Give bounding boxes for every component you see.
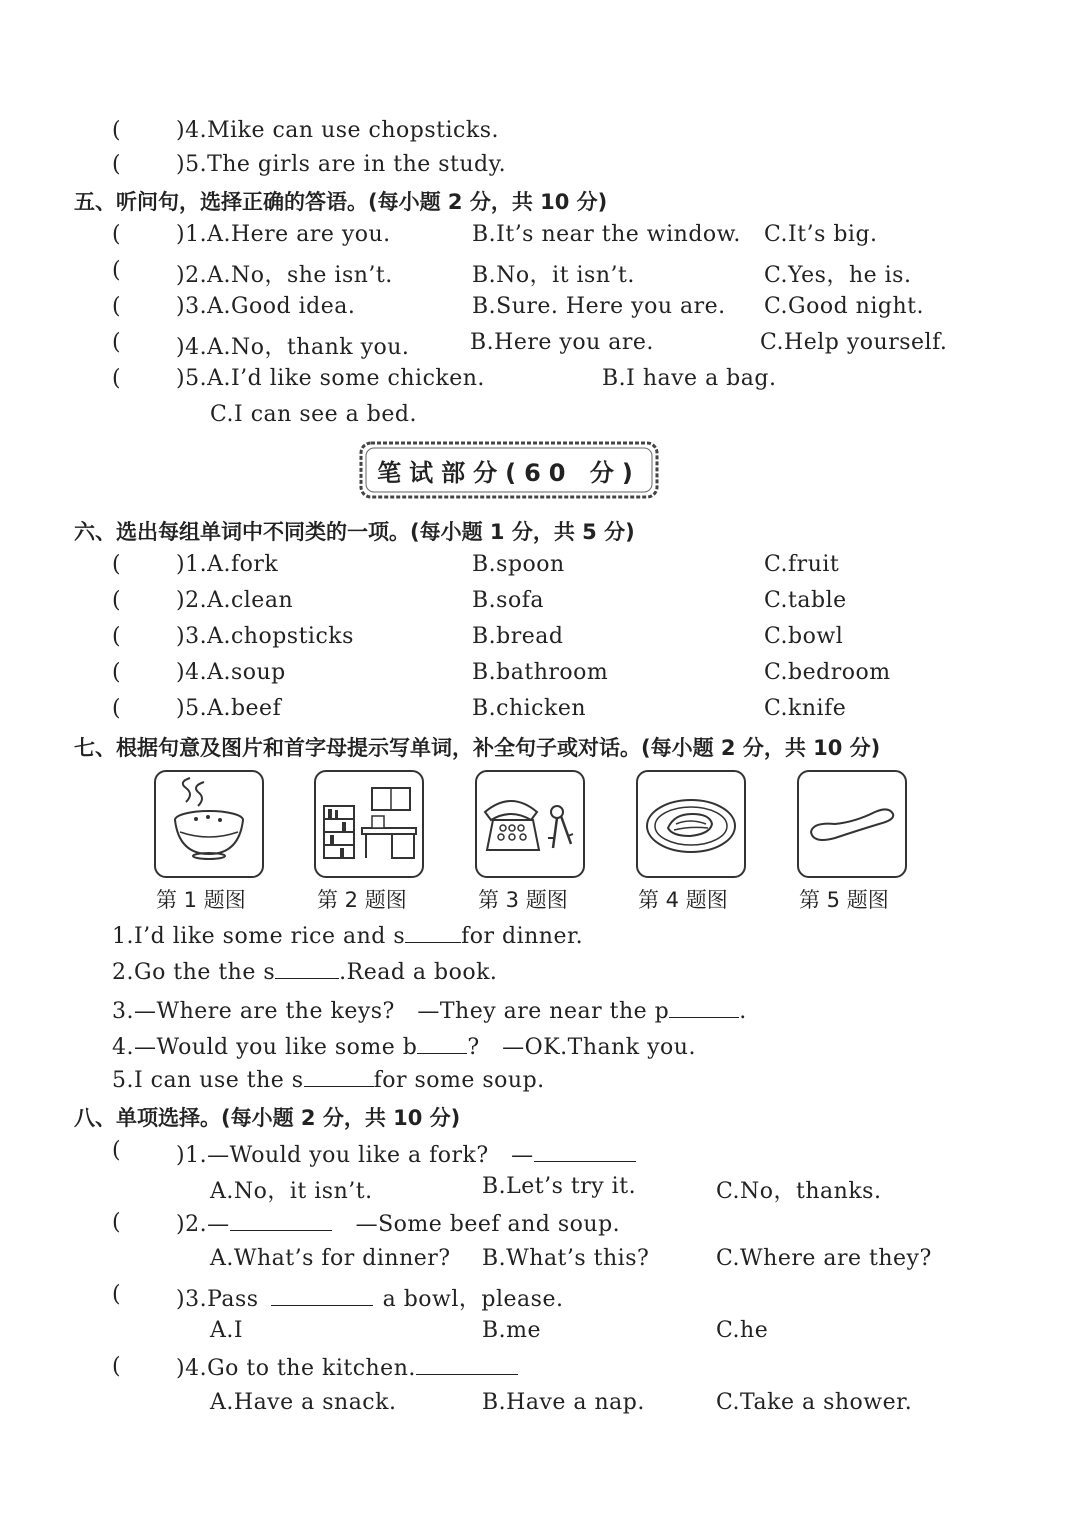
soup-bowl-icon bbox=[156, 772, 262, 876]
option-b: B.bread bbox=[472, 624, 564, 649]
option-a: A.Have a snack. bbox=[210, 1390, 397, 1415]
answer-paren[interactable]: ( bbox=[112, 552, 121, 577]
option-c: C.Good night. bbox=[764, 294, 924, 319]
option-a: A.What’s for dinner? bbox=[210, 1246, 451, 1271]
answer-paren[interactable]: ( bbox=[112, 366, 121, 391]
beef-plate-icon bbox=[638, 772, 744, 876]
fill-sentence-4 bbox=[112, 1030, 696, 1061]
answer-paren[interactable]: ( bbox=[112, 152, 121, 177]
option-c: C.It’s big. bbox=[764, 222, 878, 247]
answer-blank[interactable] bbox=[271, 1285, 373, 1306]
stem-text: )2.— bbox=[176, 1212, 230, 1237]
answer-paren[interactable]: ( bbox=[112, 1210, 121, 1235]
fill-sentence-2 bbox=[112, 958, 497, 985]
beef-plate-picture bbox=[636, 770, 746, 878]
answer-paren[interactable]: ( bbox=[112, 258, 121, 283]
sentence-text: for some soup. bbox=[373, 1068, 545, 1093]
listening-statement-4: )4.Mike can use chopsticks. bbox=[176, 118, 499, 143]
answer-paren[interactable]: ( bbox=[112, 330, 121, 355]
picture-caption: 第 2 题图 bbox=[317, 888, 407, 912]
picture-caption: 第 4 题图 bbox=[638, 888, 728, 912]
sentence-text: . bbox=[739, 999, 747, 1024]
sentence-text: 4.—Would you like some b bbox=[112, 1035, 418, 1060]
written-test-banner bbox=[358, 440, 660, 500]
section-7-heading: 七、根据句意及图片和首字母提示写单词，补全句子或对话。(每小题 2 分，共 10 分) bbox=[74, 736, 881, 760]
question-3-stem bbox=[176, 1282, 563, 1313]
question-1-stem bbox=[176, 1138, 636, 1169]
listening-statement-5: )5.The girls are in the study. bbox=[176, 152, 507, 177]
stem-text: )4.Go to the kitchen. bbox=[176, 1356, 416, 1381]
option-b: B.Here you are. bbox=[470, 330, 654, 355]
answer-paren[interactable]: ( bbox=[112, 1282, 121, 1307]
option-a: A.I bbox=[210, 1318, 244, 1343]
option-a: )3.A.Good idea. bbox=[176, 294, 356, 319]
option-a: )1.A.Here are you. bbox=[176, 222, 391, 247]
sentence-text: for dinner. bbox=[461, 924, 584, 949]
answer-blank[interactable] bbox=[416, 1354, 518, 1375]
stem-text: )3.Pass bbox=[176, 1287, 259, 1312]
option-c: C.knife bbox=[764, 696, 847, 721]
option-a: )2.A.No，she isn’t. bbox=[176, 263, 393, 288]
answer-blank[interactable] bbox=[230, 1210, 332, 1231]
option-a: )2.A.clean bbox=[176, 588, 294, 613]
stem-text: )1.—Would you like a fork? — bbox=[176, 1143, 534, 1168]
answer-paren[interactable]: ( bbox=[112, 1354, 121, 1379]
option-b: B.It’s near the window. bbox=[472, 222, 741, 247]
section-8-heading: 八、单项选择。(每小题 2 分，共 10 分) bbox=[74, 1106, 461, 1130]
option-b: B.Have a nap. bbox=[482, 1390, 645, 1415]
spoon-icon bbox=[799, 772, 905, 876]
fill-sentence-5 bbox=[112, 1066, 545, 1093]
picture-caption: 第 3 题图 bbox=[478, 888, 568, 912]
answer-paren[interactable]: ( bbox=[112, 588, 121, 613]
option-c: C.Take a shower. bbox=[716, 1390, 913, 1415]
option-c: C.Yes，he is. bbox=[764, 263, 912, 288]
sentence-text: 5.I can use the s bbox=[112, 1068, 304, 1093]
option-b: B.spoon bbox=[472, 552, 565, 577]
telephone-icon bbox=[477, 772, 583, 876]
answer-paren[interactable]: ( bbox=[112, 222, 121, 247]
option-b: B.bathroom bbox=[472, 660, 609, 685]
picture-caption: 第 1 题图 bbox=[156, 888, 246, 912]
answer-blank[interactable] bbox=[405, 922, 461, 943]
fill-sentence-1 bbox=[112, 922, 583, 949]
option-b: B.sofa bbox=[472, 588, 544, 613]
option-b: B.chicken bbox=[472, 696, 587, 721]
sentence-text: 1.I’d like some rice and s bbox=[112, 924, 406, 949]
option-a: )5.A.beef bbox=[176, 696, 282, 721]
answer-paren[interactable]: ( bbox=[112, 624, 121, 649]
option-a: )5.A.I’d like some chicken. bbox=[176, 366, 485, 391]
sentence-text: .Read a book. bbox=[339, 960, 498, 985]
sentence-text: ? —OK.Thank you. bbox=[467, 1035, 696, 1060]
answer-paren[interactable]: ( bbox=[112, 118, 121, 143]
question-4-stem bbox=[176, 1354, 518, 1381]
telephone-and-keys-picture bbox=[475, 770, 585, 878]
picture-caption: 第 5 题图 bbox=[799, 888, 889, 912]
answer-paren[interactable]: ( bbox=[112, 696, 121, 721]
answer-blank[interactable] bbox=[304, 1066, 374, 1087]
option-b: B.No，it isn’t. bbox=[472, 263, 635, 288]
option-c: C.bedroom bbox=[764, 660, 891, 685]
soup-bowl-picture bbox=[154, 770, 264, 878]
option-c: C.Help yourself. bbox=[760, 330, 948, 355]
option-b: B.Sure. Here you are. bbox=[472, 294, 726, 319]
answer-blank[interactable] bbox=[275, 958, 339, 979]
option-c: C.fruit bbox=[764, 552, 840, 577]
fill-sentence-3 bbox=[112, 994, 747, 1025]
option-c: C.table bbox=[764, 588, 847, 613]
option-b: B.What’s this? bbox=[482, 1246, 650, 1271]
answer-paren[interactable]: ( bbox=[112, 294, 121, 319]
sentence-text: 3.—Where are the keys? —They are near the p bbox=[112, 999, 670, 1024]
option-c: C.No，thanks. bbox=[716, 1179, 882, 1204]
question-2-stem bbox=[176, 1210, 620, 1237]
study-room-icon bbox=[316, 772, 422, 876]
answer-blank[interactable] bbox=[669, 997, 739, 1018]
sentence-text: 2.Go the the s bbox=[112, 960, 276, 985]
option-c: C.he bbox=[716, 1318, 769, 1343]
option-a: )1.A.fork bbox=[176, 552, 279, 577]
stem-text: a bowl，please. bbox=[382, 1287, 564, 1312]
option-c: C.Where are they? bbox=[716, 1246, 932, 1271]
option-a: )4.A.No，thank you. bbox=[176, 335, 410, 360]
option-a: A.No，it isn’t. bbox=[210, 1179, 373, 1204]
banner-title: 笔试部分(60 分) bbox=[377, 458, 641, 487]
option-b: B.me bbox=[482, 1318, 542, 1343]
answer-paren[interactable]: ( bbox=[112, 1138, 121, 1163]
study-room-picture bbox=[314, 770, 424, 878]
stem-text: —Some beef and soup. bbox=[355, 1212, 621, 1237]
answer-blank[interactable] bbox=[417, 1033, 467, 1054]
spoon-picture bbox=[797, 770, 907, 878]
section-5-heading: 五、听问句，选择正确的答语。(每小题 2 分，共 10 分) bbox=[74, 190, 608, 214]
answer-paren[interactable]: ( bbox=[112, 660, 121, 685]
option-c: C.bowl bbox=[764, 624, 844, 649]
answer-blank[interactable] bbox=[534, 1141, 636, 1162]
option-a: )4.A.soup bbox=[176, 660, 286, 685]
section-6-heading: 六、选出每组单词中不同类的一项。(每小题 1 分，共 5 分) bbox=[74, 520, 635, 544]
option-a: )3.A.chopsticks bbox=[176, 624, 354, 649]
option-b: B.Let’s try it. bbox=[482, 1174, 637, 1199]
option-b: B.I have a bag. bbox=[602, 366, 777, 391]
option-c: C.I can see a bed. bbox=[210, 402, 417, 427]
